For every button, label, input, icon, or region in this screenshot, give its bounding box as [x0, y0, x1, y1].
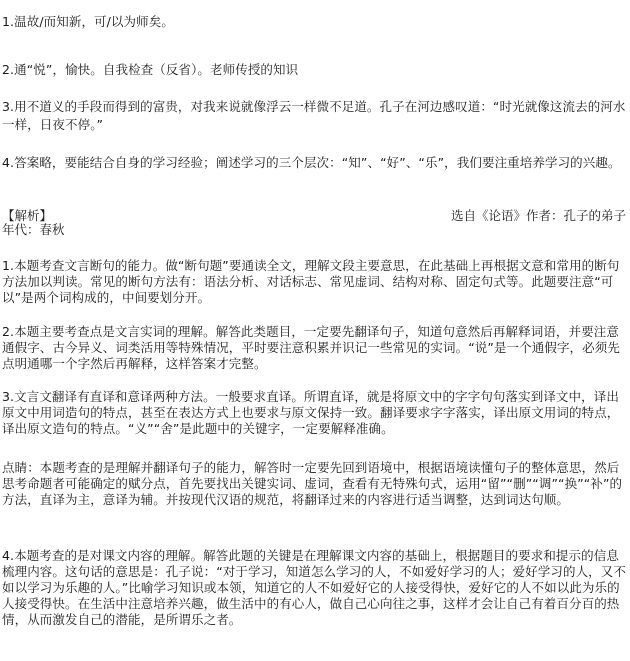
answer-1: 1.温故/而知新，可/以为师矣。 [2, 14, 174, 29]
answer-3: 3.用不道义的手段而得到的富贵，对我来说就像浮云一样微不足道。孔子在河边感叹道：“时光就像这流去的河水一样，日夜不停。” [2, 99, 626, 132]
analysis-paragraph-1: 1.本题考查文言断句的能力。做“断句题”要通读全文，理解文段主要意思，在此基础上再根据文意和常用的断句方法加以判读。常见的断句方法有：语法分析、对话标志、常见虚词、结构对称、固定句式等。此题要注意“可以”是两个词构成的，中间要划分开。 [2, 258, 620, 305]
analysis-paragraph-4: 4.本题考查的是对课文内容的理解。解答此题的关键是在理解课文内容的基础上，根据题目的要求和提示的信息梳理内容。这句话的意思是：孔子说：“对于学习，知道怎么学习的人，不如爱好学习的人；爱好学习的人，又不如以学习为乐趣的人。”比喻学习知识或本领，知道它的人不如爱好它的人接受得快，爱好它的人不如以此为乐的人接受得快。在生活中注意培养兴趣，做生活中的有心人，做自己心向往之事，这样才会让自己有着百分百的热情，从而激发自己的潜能，是所谓乐之者。 [2, 548, 626, 627]
answer-4: 4.答案略，要能结合自身的学习经验；阐述学习的三个层次：“知”、“好”、“乐”，我们要注重培养学习的兴趣。 [2, 155, 621, 170]
analysis-header [2, 207, 626, 225]
analysis-paragraph-2: 2.本题主要考查点是文言实词的理解。解答此类题目，一定要先翻译句子，知道句意然后再解释词语，并要注意通假字、古今异义、词类活用等特殊情况，平时要注意积累并识记一些常见的实词。“说”是一个通假字，必须先点明通哪一个字然后再解释，这样答案才完整。 [2, 324, 620, 371]
source-info: 选自《论语》作者：孔子的弟子 [450, 208, 626, 223]
era-info: 年代：春秋 [2, 222, 65, 237]
analysis-paragraph-3: 3.文言文翻译有直译和意译两种方法。一般要求直译。所谓直译，就是将原文中的字字句句落实到译文中，译出原文中用词造句的特点，甚至在表达方式上也要求与原文保持一致。翻译要求字字落实，译出原文用词的特点，译出原文造句的特点。“义”“舍”是此题中的关键字，一定要解释准确。 [2, 389, 620, 436]
analysis-note: 点睛：本题考查的是理解并翻译句子的能力，解答时一定要先回到语境中，根据语境读懂句子的整体意思，然后思考命题者可能确定的赋分点，首先要找出关键实词、虚词，查看有无特殊句式，运用“留”“删”“调”“换”“补”的方法，直译为主，意译为辅。并按现代汉语的规范，将翻译过来的内容进行适当调整，达到词达句顺。 [2, 460, 623, 507]
analysis-heading: 【解析】 [2, 208, 53, 223]
answer-2: 2.通“悦”，愉快。自我检查（反省）。老师传授的知识 [2, 62, 299, 77]
